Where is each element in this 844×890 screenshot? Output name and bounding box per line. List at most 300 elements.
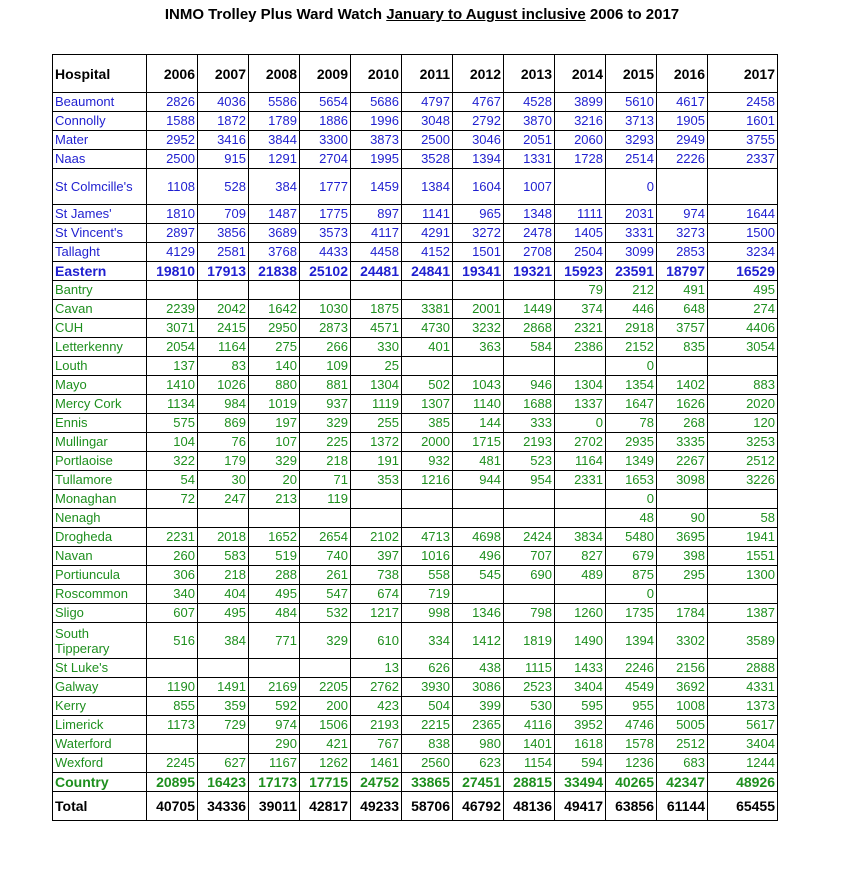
value-cell: 798 <box>504 604 555 623</box>
row-label-cell: Galway <box>53 678 147 697</box>
value-cell <box>504 357 555 376</box>
value-cell: 1412 <box>453 623 504 659</box>
value-cell: 333 <box>504 414 555 433</box>
value-cell: 944 <box>453 471 504 490</box>
table-row <box>53 490 778 509</box>
value-cell: 623 <box>453 754 504 773</box>
table-row <box>53 604 778 623</box>
value-cell: 0 <box>606 585 657 604</box>
value-cell: 3086 <box>453 678 504 697</box>
value-cell: 583 <box>198 547 249 566</box>
value-cell: 2060 <box>555 131 606 150</box>
value-cell: 4617 <box>657 93 708 112</box>
value-cell: 2017 <box>708 55 778 93</box>
value-cell: 495 <box>708 281 778 300</box>
value-cell: 3528 <box>402 150 453 169</box>
table-row <box>53 300 778 319</box>
value-cell: 3870 <box>504 112 555 131</box>
value-cell: 20895 <box>147 773 198 792</box>
value-cell: 24481 <box>351 262 402 281</box>
value-cell: 2193 <box>504 433 555 452</box>
value-cell: 1115 <box>504 659 555 678</box>
value-cell: 592 <box>249 697 300 716</box>
value-cell: 49233 <box>351 792 402 821</box>
value-cell: 17173 <box>249 773 300 792</box>
value-cell: 1141 <box>402 205 453 224</box>
value-cell: 200 <box>300 697 351 716</box>
value-cell <box>147 509 198 528</box>
value-cell: 33494 <box>555 773 606 792</box>
table-row <box>53 150 778 169</box>
value-cell: 1349 <box>606 452 657 471</box>
value-cell: 1500 <box>708 224 778 243</box>
value-cell: 2001 <box>453 300 504 319</box>
row-label-cell: Total <box>53 792 147 821</box>
value-cell: 3273 <box>657 224 708 243</box>
value-cell: 385 <box>402 414 453 433</box>
row-label-cell: Waterford <box>53 735 147 754</box>
value-cell: 260 <box>147 547 198 566</box>
page-title <box>0 6 844 23</box>
value-cell: 5617 <box>708 716 778 735</box>
value-cell: 1167 <box>249 754 300 773</box>
value-cell: 1119 <box>351 395 402 414</box>
value-cell: 2512 <box>657 735 708 754</box>
value-cell <box>351 509 402 528</box>
value-cell: 4767 <box>453 93 504 112</box>
row-label-cell: South Tipperary <box>53 623 147 659</box>
value-cell: 2415 <box>198 319 249 338</box>
value-cell: 1236 <box>606 754 657 773</box>
value-cell: 2500 <box>402 131 453 150</box>
value-cell: 119 <box>300 490 351 509</box>
value-cell: 648 <box>657 300 708 319</box>
value-cell: 3844 <box>249 131 300 150</box>
value-cell <box>300 281 351 300</box>
value-cell: 2239 <box>147 300 198 319</box>
row-label-cell: Mayo <box>53 376 147 395</box>
value-cell: 738 <box>351 566 402 585</box>
value-cell: 3046 <box>453 131 504 150</box>
value-cell: 1647 <box>606 395 657 414</box>
value-cell: 16423 <box>198 773 249 792</box>
value-cell <box>708 585 778 604</box>
value-cell: 21838 <box>249 262 300 281</box>
value-cell: 2386 <box>555 338 606 357</box>
value-cell: 2031 <box>606 205 657 224</box>
value-cell: 1506 <box>300 716 351 735</box>
value-cell: 3048 <box>402 112 453 131</box>
value-cell: 48136 <box>504 792 555 821</box>
value-cell: 3930 <box>402 678 453 697</box>
value-cell: 2708 <box>504 243 555 262</box>
table-row <box>53 623 778 659</box>
value-cell: 607 <box>147 604 198 623</box>
table-row <box>53 754 778 773</box>
value-cell: 3300 <box>300 131 351 150</box>
value-cell <box>351 281 402 300</box>
value-cell: 33865 <box>402 773 453 792</box>
value-cell: 1626 <box>657 395 708 414</box>
value-cell <box>453 585 504 604</box>
value-cell: 1995 <box>351 150 402 169</box>
value-cell: 495 <box>249 585 300 604</box>
value-cell: 1588 <box>147 112 198 131</box>
value-cell: 1642 <box>249 300 300 319</box>
value-cell: 40705 <box>147 792 198 821</box>
value-cell: 107 <box>249 433 300 452</box>
value-cell: 1307 <box>402 395 453 414</box>
value-cell: 2007 <box>198 55 249 93</box>
value-cell: 4116 <box>504 716 555 735</box>
value-cell: 3713 <box>606 112 657 131</box>
value-cell: 5480 <box>606 528 657 547</box>
value-cell: 610 <box>351 623 402 659</box>
value-cell: 58706 <box>402 792 453 821</box>
value-cell: 1715 <box>453 433 504 452</box>
row-label-cell: Country <box>53 773 147 792</box>
row-label-cell: St Vincent's <box>53 224 147 243</box>
value-cell <box>504 509 555 528</box>
value-cell: 4129 <box>147 243 198 262</box>
value-cell: 275 <box>249 338 300 357</box>
table-row <box>53 112 778 131</box>
value-cell: 838 <box>402 735 453 754</box>
value-cell: 5586 <box>249 93 300 112</box>
value-cell: 1941 <box>708 528 778 547</box>
value-cell: 1337 <box>555 395 606 414</box>
value-cell: 3302 <box>657 623 708 659</box>
value-cell: 261 <box>300 566 351 585</box>
value-cell: 1164 <box>555 452 606 471</box>
value-cell <box>708 357 778 376</box>
row-label-cell: Nenagh <box>53 509 147 528</box>
value-cell: 491 <box>657 281 708 300</box>
value-cell <box>657 490 708 509</box>
value-cell: 1134 <box>147 395 198 414</box>
value-cell: 627 <box>198 754 249 773</box>
value-cell: 3404 <box>555 678 606 697</box>
value-cell <box>555 585 606 604</box>
value-cell: 2523 <box>504 678 555 697</box>
value-cell: 2873 <box>300 319 351 338</box>
value-cell <box>555 357 606 376</box>
value-cell: 15923 <box>555 262 606 281</box>
value-cell: 2897 <box>147 224 198 243</box>
value-cell: 3099 <box>606 243 657 262</box>
value-cell: 2012 <box>453 55 504 93</box>
value-cell: 740 <box>300 547 351 566</box>
value-cell: 1618 <box>555 735 606 754</box>
value-cell: 1372 <box>351 433 402 452</box>
value-cell: 2014 <box>555 55 606 93</box>
value-cell: 1173 <box>147 716 198 735</box>
value-cell: 965 <box>453 205 504 224</box>
value-cell: 2169 <box>249 678 300 697</box>
value-cell: 2853 <box>657 243 708 262</box>
value-cell: 1449 <box>504 300 555 319</box>
value-cell: 1905 <box>657 112 708 131</box>
value-cell: 2231 <box>147 528 198 547</box>
value-cell: 5686 <box>351 93 402 112</box>
value-cell: 1164 <box>198 338 249 357</box>
value-cell <box>657 357 708 376</box>
row-label-cell: St Colmcille's <box>53 169 147 205</box>
row-label-cell: Tullamore <box>53 471 147 490</box>
value-cell: 2018 <box>198 528 249 547</box>
value-cell: 1578 <box>606 735 657 754</box>
value-cell: 545 <box>453 566 504 585</box>
value-cell: 353 <box>351 471 402 490</box>
value-cell: 2156 <box>657 659 708 678</box>
value-cell <box>198 735 249 754</box>
table-row <box>53 338 778 357</box>
value-cell: 40265 <box>606 773 657 792</box>
table-row <box>53 716 778 735</box>
value-cell <box>351 490 402 509</box>
value-cell: 679 <box>606 547 657 566</box>
value-cell: 1007 <box>504 169 555 205</box>
value-cell: 1402 <box>657 376 708 395</box>
value-cell: 3695 <box>657 528 708 547</box>
value-cell: 2365 <box>453 716 504 735</box>
value-cell: 3054 <box>708 338 778 357</box>
value-cell: 179 <box>198 452 249 471</box>
value-cell: 2008 <box>249 55 300 93</box>
value-cell: 1304 <box>351 376 402 395</box>
value-cell: 626 <box>402 659 453 678</box>
value-cell <box>504 281 555 300</box>
value-cell: 2006 <box>147 55 198 93</box>
value-cell: 3404 <box>708 735 778 754</box>
value-cell: 25102 <box>300 262 351 281</box>
value-cell: 2581 <box>198 243 249 262</box>
value-cell <box>300 659 351 678</box>
value-cell: 446 <box>606 300 657 319</box>
value-cell: 19810 <box>147 262 198 281</box>
value-cell: 218 <box>300 452 351 471</box>
value-cell: 25 <box>351 357 402 376</box>
table-row <box>53 205 778 224</box>
value-cell: 4797 <box>402 93 453 112</box>
table-row <box>53 471 778 490</box>
value-cell: 144 <box>453 414 504 433</box>
value-cell: 197 <box>249 414 300 433</box>
value-cell: 3216 <box>555 112 606 131</box>
value-cell: 4713 <box>402 528 453 547</box>
row-label-cell: Tallaght <box>53 243 147 262</box>
table-body <box>53 55 778 821</box>
value-cell: 594 <box>555 754 606 773</box>
value-cell: 771 <box>249 623 300 659</box>
row-label-cell: Louth <box>53 357 147 376</box>
row-label-cell: St James' <box>53 205 147 224</box>
value-cell: 140 <box>249 357 300 376</box>
value-cell: 2704 <box>300 150 351 169</box>
value-cell: 558 <box>402 566 453 585</box>
value-cell: 1016 <box>402 547 453 566</box>
value-cell: 974 <box>249 716 300 735</box>
value-cell: 484 <box>249 604 300 623</box>
value-cell: 18797 <box>657 262 708 281</box>
value-cell: 2245 <box>147 754 198 773</box>
value-cell: 2152 <box>606 338 657 357</box>
value-cell: 1604 <box>453 169 504 205</box>
value-cell: 359 <box>198 697 249 716</box>
value-cell <box>198 281 249 300</box>
value-cell: 19321 <box>504 262 555 281</box>
value-cell: 4571 <box>351 319 402 338</box>
total-row <box>53 792 778 821</box>
value-cell: 3689 <box>249 224 300 243</box>
value-cell <box>453 509 504 528</box>
value-cell: 398 <box>657 547 708 566</box>
value-cell: 290 <box>249 735 300 754</box>
table-row <box>53 547 778 566</box>
row-label-cell: Wexford <box>53 754 147 773</box>
value-cell: 1108 <box>147 169 198 205</box>
value-cell: 27451 <box>453 773 504 792</box>
table-row <box>53 433 778 452</box>
value-cell: 2952 <box>147 131 198 150</box>
value-cell: 20 <box>249 471 300 490</box>
value-cell: 519 <box>249 547 300 566</box>
value-cell: 869 <box>198 414 249 433</box>
value-cell: 266 <box>300 338 351 357</box>
value-cell: 329 <box>300 414 351 433</box>
title-period: January to August inclusive <box>386 6 586 23</box>
table-row <box>53 509 778 528</box>
value-cell <box>504 585 555 604</box>
value-cell: 2246 <box>606 659 657 678</box>
value-cell <box>402 281 453 300</box>
value-cell: 218 <box>198 566 249 585</box>
value-cell: 3232 <box>453 319 504 338</box>
row-label-cell: Naas <box>53 150 147 169</box>
value-cell: 875 <box>606 566 657 585</box>
value-cell: 274 <box>708 300 778 319</box>
table-row <box>53 357 778 376</box>
value-cell: 4549 <box>606 678 657 697</box>
table-row <box>53 566 778 585</box>
value-cell: 1216 <box>402 471 453 490</box>
value-cell <box>657 169 708 205</box>
row-label-cell: Hospital <box>53 55 147 93</box>
value-cell: 120 <box>708 414 778 433</box>
value-cell: 330 <box>351 338 402 357</box>
value-cell: 2950 <box>249 319 300 338</box>
row-label-cell: Kerry <box>53 697 147 716</box>
table-row <box>53 224 778 243</box>
value-cell: 1019 <box>249 395 300 414</box>
value-cell: 17715 <box>300 773 351 792</box>
table-row <box>53 281 778 300</box>
value-cell: 530 <box>504 697 555 716</box>
row-label-cell: Cavan <box>53 300 147 319</box>
value-cell: 2949 <box>657 131 708 150</box>
value-cell: 1644 <box>708 205 778 224</box>
value-cell: 90 <box>657 509 708 528</box>
value-cell: 516 <box>147 623 198 659</box>
table-row <box>53 678 778 697</box>
value-cell: 2514 <box>606 150 657 169</box>
value-cell: 915 <box>198 150 249 169</box>
value-cell: 2042 <box>198 300 249 319</box>
value-cell: 384 <box>249 169 300 205</box>
value-cell: 137 <box>147 357 198 376</box>
row-label-cell: Limerick <box>53 716 147 735</box>
value-cell: 1008 <box>657 697 708 716</box>
value-cell: 502 <box>402 376 453 395</box>
value-cell: 268 <box>657 414 708 433</box>
value-cell: 16529 <box>708 262 778 281</box>
title-prefix: INMO Trolley Plus Ward Watch <box>164 6 387 23</box>
value-cell: 984 <box>198 395 249 414</box>
value-cell: 0 <box>606 490 657 509</box>
subtotal-row <box>53 262 778 281</box>
value-cell: 1262 <box>300 754 351 773</box>
row-label-cell: Connolly <box>53 112 147 131</box>
row-label-cell: Drogheda <box>53 528 147 547</box>
value-cell <box>402 357 453 376</box>
value-cell: 1354 <box>606 376 657 395</box>
value-cell: 1433 <box>555 659 606 678</box>
value-cell: 2458 <box>708 93 778 112</box>
value-cell: 974 <box>657 205 708 224</box>
value-cell: 2016 <box>657 55 708 93</box>
value-cell: 3573 <box>300 224 351 243</box>
value-cell: 329 <box>249 452 300 471</box>
value-cell: 2762 <box>351 678 402 697</box>
value-cell <box>147 281 198 300</box>
value-cell: 767 <box>351 735 402 754</box>
value-cell: 48926 <box>708 773 778 792</box>
value-cell: 998 <box>402 604 453 623</box>
value-cell: 1111 <box>555 205 606 224</box>
value-cell: 306 <box>147 566 198 585</box>
value-cell: 42817 <box>300 792 351 821</box>
table-row <box>53 131 778 150</box>
value-cell: 3589 <box>708 623 778 659</box>
value-cell: 1410 <box>147 376 198 395</box>
title-suffix: 2006 to 2017 <box>585 6 680 23</box>
value-cell: 729 <box>198 716 249 735</box>
value-cell: 404 <box>198 585 249 604</box>
value-cell: 1501 <box>453 243 504 262</box>
value-cell <box>147 659 198 678</box>
value-cell: 2102 <box>351 528 402 547</box>
value-cell: 46792 <box>453 792 504 821</box>
value-cell: 3071 <box>147 319 198 338</box>
value-cell: 719 <box>402 585 453 604</box>
value-cell: 1405 <box>555 224 606 243</box>
value-cell: 683 <box>657 754 708 773</box>
value-cell <box>555 509 606 528</box>
value-cell: 1490 <box>555 623 606 659</box>
value-cell: 288 <box>249 566 300 585</box>
value-cell: 2051 <box>504 131 555 150</box>
value-cell: 61144 <box>657 792 708 821</box>
value-cell: 1886 <box>300 112 351 131</box>
value-cell: 329 <box>300 623 351 659</box>
table-row <box>53 376 778 395</box>
value-cell: 1394 <box>606 623 657 659</box>
row-label-cell: Eastern <box>53 262 147 281</box>
value-cell: 19341 <box>453 262 504 281</box>
value-cell: 2337 <box>708 150 778 169</box>
row-label-cell: St Luke's <box>53 659 147 678</box>
value-cell: 3234 <box>708 243 778 262</box>
